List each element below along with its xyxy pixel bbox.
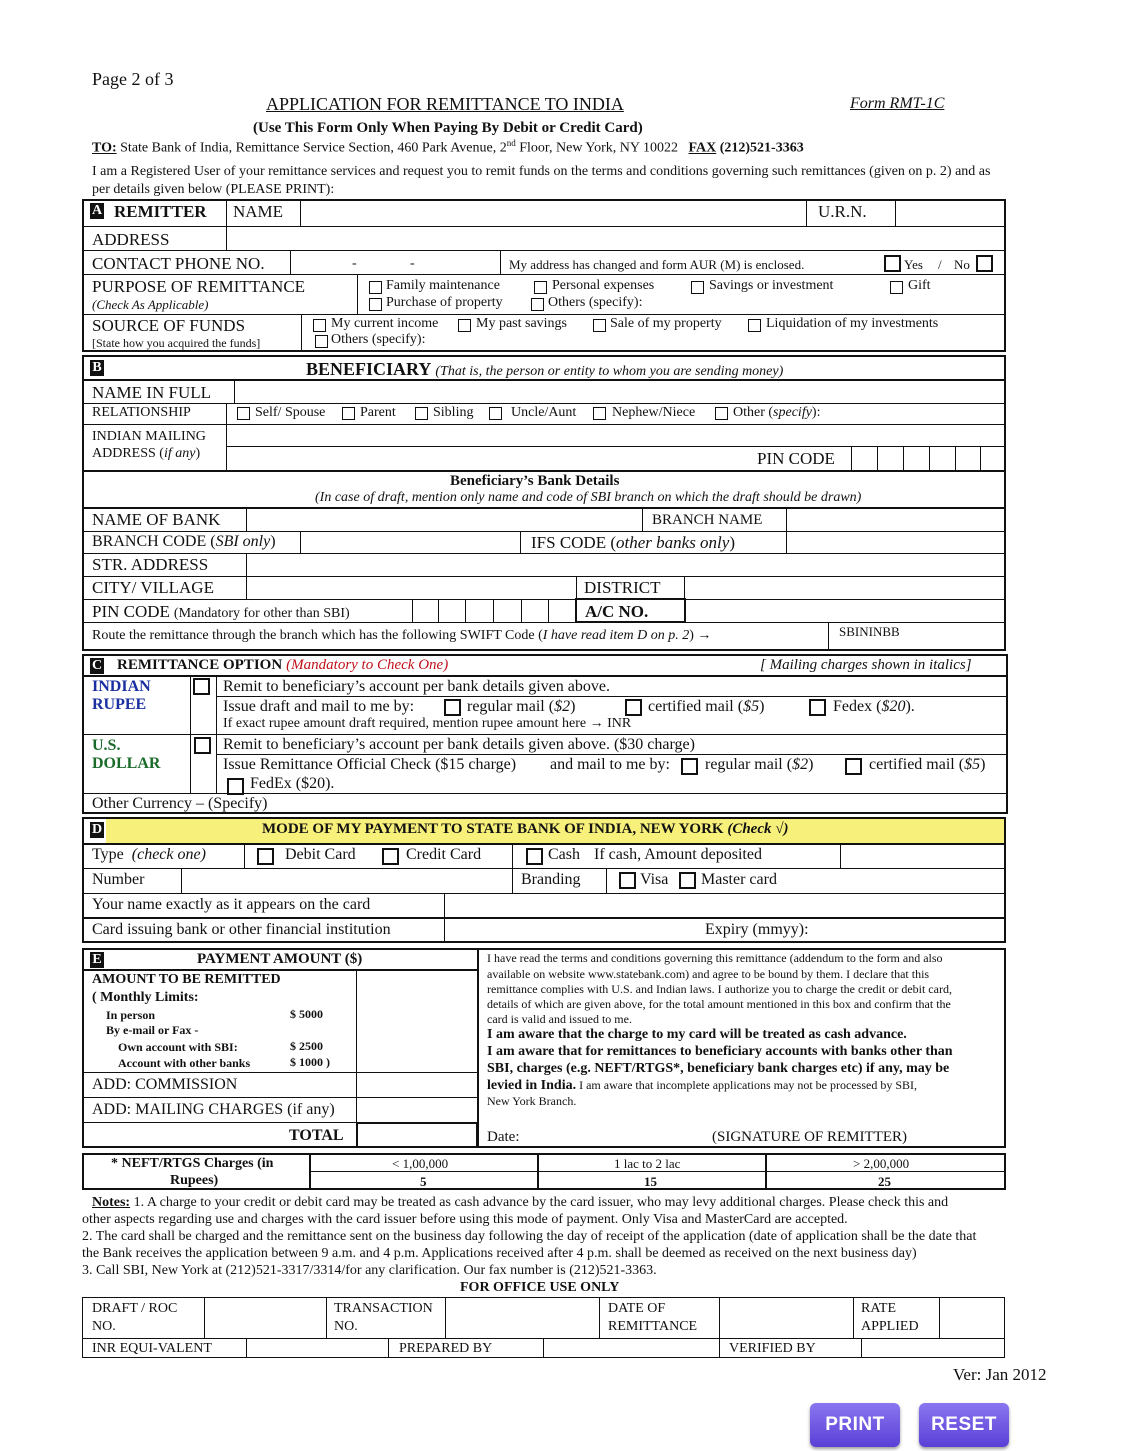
name-label: NAME [233, 202, 284, 221]
phone-field[interactable] [292, 252, 498, 273]
slash: / [938, 257, 942, 272]
usd-certified-mail-checkbox[interactable] [845, 758, 862, 775]
mailing-label-1: INDIAN MAILING [92, 429, 206, 444]
print-button[interactable]: PRINT [810, 1403, 900, 1447]
in-person-amount: $ 5000 [290, 1007, 323, 1021]
ifs-italic: other banks only [616, 533, 730, 552]
mailing-charges-field[interactable] [358, 1099, 475, 1121]
purpose-savings-label: Savings or investment [709, 278, 834, 293]
type-label [92, 847, 206, 863]
cash-amount-field[interactable] [842, 846, 1002, 867]
rel-self-label: Self/ Spouse [255, 405, 326, 420]
reg-close: ) [570, 698, 576, 715]
fedex: Fedex ( [833, 698, 882, 715]
to-label: TO: [92, 140, 117, 156]
rel-sibling-label: Sibling [433, 405, 474, 420]
purpose-gift-label: Gift [908, 278, 931, 293]
urn-label: U.R.N. [818, 202, 867, 221]
payment-mode-heading [262, 822, 788, 837]
trans-label-2: NO. [334, 1319, 358, 1334]
rel-close: ): [811, 405, 821, 420]
monthly-limits-label: ( Monthly Limits: [92, 990, 199, 1005]
beneficiary-pin-field[interactable] [852, 448, 1002, 470]
neft-range-3: > 2,00,000 [853, 1156, 910, 1171]
other-currency-field[interactable] [280, 795, 1000, 812]
signature-label: (SIGNATURE OF REMITTER) [712, 1129, 907, 1145]
rel-parent-checkbox[interactable] [342, 407, 355, 420]
date-remit-label-1: DATE OF [608, 1301, 666, 1316]
rate-label-2: APPLIED [861, 1319, 919, 1334]
pin-b-note: (Mandatory for other than SBI) [173, 606, 350, 621]
usd-reg: regular mail ( [705, 756, 793, 773]
branch-code-label [92, 534, 276, 550]
notes-line-1a [92, 1196, 948, 1210]
section-a-letter: A [91, 203, 103, 218]
source-savings-label: My past savings [476, 316, 567, 331]
cash-label: Cash [548, 846, 580, 863]
date-label: Date: [487, 1129, 520, 1145]
purpose-personal-checkbox[interactable] [534, 281, 547, 294]
swift-code: SBININBB [839, 624, 900, 639]
usd-remit-text: Remit to beneficiary’s account per bank details given above. ($30 charge) [223, 736, 695, 753]
branch-code-field[interactable] [302, 533, 518, 552]
rel-other-text: Other ( [733, 405, 774, 420]
total-label: TOTAL [289, 1127, 344, 1144]
page-number: Page 2 of 3 [92, 69, 174, 89]
mailing-charges-note: [ Mailing charges shown in italics] [760, 657, 972, 673]
commission-field[interactable] [358, 1074, 475, 1096]
neft-charge-1: 5 [420, 1174, 427, 1189]
usd-fedex-label: FedEx ($20). [250, 775, 335, 792]
neft-range-1: < 1,00,000 [392, 1156, 449, 1171]
cash-note: If cash, Amount deposited [594, 846, 762, 863]
notes-line-2b: the Bank receives the application between 9 a.m. and 4 p.m. Applications received after 4 p.m. shall be deemed as received on the next business day) [82, 1246, 917, 1261]
purpose-property-checkbox[interactable] [369, 298, 382, 311]
source-income-checkbox[interactable] [313, 319, 326, 332]
rel-other-checkbox[interactable] [715, 407, 728, 420]
cash-advance-notice: I am aware that the charge to my card will be treated as cash advance. [487, 1027, 907, 1042]
purpose-note: (Check As Applicable) [92, 297, 209, 312]
intro-line-2: per details given below (PLEASE PRINT): [92, 182, 335, 197]
source-sale-label: Sale of my property [610, 316, 722, 331]
pm-check: (Check √) [727, 821, 789, 837]
purpose-personal-label: Personal expenses [552, 278, 655, 293]
usd-issue-text: Issue Remittance Official Check ($15 charge) [223, 756, 517, 773]
to-address: State Bank of India, Remittance Service Section, 460 Park Avenue, 2 [120, 140, 507, 156]
aware-3a: levied in India. [487, 1078, 577, 1093]
version-label: Ver: Jan 2012 [953, 1365, 1047, 1384]
amount-remitted-field[interactable] [358, 971, 475, 1071]
prepared-by-label: PREPARED BY [399, 1341, 493, 1356]
terms-line-1: I have read the terms and conditions governing this remittance (addendum to the form and also [487, 951, 943, 965]
form-subtitle: (Use This Form Only When Paying By Debit or Credit Card) [253, 120, 643, 136]
branch-code-close: ) [270, 533, 276, 550]
other-bank-amount: $ 1000 ) [290, 1055, 330, 1069]
own-account-amount: $ 2500 [290, 1039, 323, 1053]
neft-charge-2: 15 [644, 1174, 657, 1189]
issuing-bank-label: Card issuing bank or other financial institution [92, 921, 391, 938]
usd-certified-mail-label [869, 757, 985, 773]
bank-details-title: Beneficiary’s Bank Details [450, 473, 620, 489]
aware-line-2: SBI, charges (e.g. NEFT/RTGS*, beneficiary bank charges etc) if any, may be [487, 1061, 950, 1076]
form-title: APPLICATION FOR REMITTANCE TO INDIA [266, 94, 624, 114]
usd-label-2: DOLLAR [92, 755, 161, 772]
purpose-savings-checkbox[interactable] [691, 281, 704, 294]
aware-3b: I am aware that incomplete applications may not be processed by SBI, [576, 1078, 917, 1092]
inr-label-2: RUPEE [92, 696, 147, 713]
source-others-checkbox[interactable] [315, 335, 328, 348]
source-liquidation-label: Liquidation of my investments [766, 316, 939, 331]
beneficiary-address-field-1[interactable] [228, 426, 1002, 446]
usd-cert: certified mail ( [869, 756, 965, 773]
rate-label-1: RATE [861, 1301, 896, 1316]
inr-exact-amount-text: If exact rupee amount draft required, mention rupee amount here → INR [223, 716, 632, 731]
usd-cert-fee: $5 [964, 756, 981, 773]
rem-title: REMITTANCE OPTION [117, 657, 283, 673]
usd-label-1: U.S. [92, 737, 121, 754]
office-use-title: FOR OFFICE USE ONLY [460, 1280, 620, 1295]
rel-other-label [733, 406, 820, 420]
address-label: ADDRESS [92, 230, 170, 249]
draft-label-1: DRAFT / ROC [92, 1301, 178, 1316]
section-c-letter: C [91, 658, 103, 673]
purpose-property-label: Purchase of property [386, 295, 503, 310]
cert-fee: $5 [743, 698, 760, 715]
type-text: Type [92, 846, 124, 863]
district-field[interactable] [686, 578, 1002, 598]
credit-card-label: Credit Card [406, 846, 482, 863]
aware-line-4: New York Branch. [487, 1094, 577, 1108]
usd-reg-close: ) [808, 756, 814, 773]
name-on-card-field[interactable] [446, 895, 1002, 916]
rem-mandatory: (Mandatory to Check One) [286, 657, 449, 673]
inr-regular-mail-checkbox[interactable] [444, 699, 461, 716]
source-liquidation-checkbox[interactable] [748, 319, 761, 332]
mailing-ifany: if any [163, 446, 196, 461]
remitter-name-field[interactable] [302, 202, 804, 224]
rel-uncle-checkbox[interactable] [489, 407, 502, 420]
source-sale-checkbox[interactable] [593, 319, 606, 332]
source-savings-checkbox[interactable] [458, 319, 471, 332]
inr-label-1: INDIAN [92, 678, 151, 695]
date-remit-label-2: REMITTANCE [608, 1319, 698, 1334]
pin-code-b-field[interactable] [413, 601, 573, 621]
neft-label-2: Rupees) [170, 1173, 219, 1188]
no-label: No [954, 257, 970, 272]
ifs-close: ) [729, 533, 736, 552]
rel-uncle-label: Uncle/Aunt [511, 405, 577, 420]
branch-code-text: BRANCH CODE ( [92, 533, 216, 550]
notes-1a: 1. A charge to your credit or debit card may be treated as cash advance by the card issuer, who may levy additional charges. Please check this and [133, 1195, 949, 1210]
fax-label: FAX [688, 140, 717, 156]
intro-line-1: I am a Registered User of your remittance services and request you to remit funds on the terms and conditions governing such remittances (given on p. 2) and as [92, 164, 991, 179]
address-changed-yes-checkbox[interactable] [884, 255, 901, 272]
inr-fedex-label [833, 699, 915, 715]
other-currency-label: Other Currency – (Specify) [92, 795, 268, 812]
pin-code-b-label [92, 603, 350, 621]
inr-issue-text: Issue draft and mail to me by: [223, 698, 415, 715]
reg-mail: regular mail ( [467, 698, 555, 715]
in-person-label: In person [106, 1008, 156, 1022]
usd-cert-close: ) [980, 756, 986, 773]
mastercard-checkbox[interactable] [679, 872, 696, 889]
swift-instruction [92, 629, 711, 643]
rel-parent-label: Parent [360, 405, 396, 420]
yes-label: Yes [904, 257, 923, 272]
swift-text: Route the remittance through the branch which has the following SWIFT Code ( [92, 628, 543, 643]
form-id: Form RMT-1C [850, 95, 945, 112]
str-address-label: STR. ADDRESS [92, 555, 209, 574]
neft-charge-3: 25 [878, 1174, 891, 1189]
branch-name-label: BRANCH NAME [652, 512, 763, 528]
rel-sibling-checkbox[interactable] [415, 407, 428, 420]
section-e-letter: E [90, 952, 104, 968]
purpose-family-checkbox[interactable] [369, 281, 382, 294]
usd-mail-text: and mail to me by: [550, 756, 670, 773]
remittance-option-heading [117, 657, 448, 673]
fedex-close: ). [905, 698, 915, 715]
purpose-label: PURPOSE OF REMITTANCE [92, 277, 306, 296]
phone-dash-1: - [352, 256, 357, 271]
neft-range-2: 1 lac to 2 lac [614, 1156, 681, 1171]
usd-regular-mail-checkbox[interactable] [681, 758, 698, 775]
purpose-family-label: Family maintenance [386, 278, 500, 293]
other-bank-label: Account with other banks [118, 1056, 251, 1070]
mailing-2: ADDRESS ( [92, 446, 164, 461]
phone-dash-2: - [410, 256, 415, 271]
beneficiary-title-note: (That is, the person or entity to whom you are sending money) [435, 364, 784, 379]
own-account-label: Own account with SBI: [118, 1040, 238, 1054]
draft-label-2: NO. [92, 1319, 116, 1334]
terms-line-2: available on website www.statebank.com) and agree to be bound by them. I declare that this [487, 967, 930, 981]
to-address-b: Floor, New York, NY 10022 [515, 140, 678, 156]
terms-line-5: card is valid and issued to me. [487, 1012, 632, 1026]
section-b-letter: B [90, 360, 104, 376]
debit-card-label: Debit Card [285, 846, 356, 863]
name-in-full-label: NAME IN FULL [92, 383, 211, 402]
remitter-address-field[interactable] [228, 228, 1002, 249]
cash-checkbox[interactable] [526, 848, 543, 865]
amount-remitted-label: AMOUNT TO BE REMITTED [92, 972, 281, 987]
date-field[interactable] [525, 1124, 705, 1144]
ifs-code-label [531, 534, 735, 551]
city-field[interactable] [248, 578, 574, 598]
expiry-field[interactable] [815, 920, 1000, 940]
cert-close: ) [759, 698, 765, 715]
mailing-close: ) [195, 446, 201, 461]
section-d-letter: D [91, 822, 103, 837]
terms-line-4: details of which are given above, for the total amount mentioned in this box and confirm that the [487, 997, 951, 1011]
debit-card-checkbox[interactable] [257, 848, 274, 865]
city-label: CITY/ VILLAGE [92, 578, 214, 597]
rel-nephew-label: Nephew/Niece [612, 405, 696, 420]
branch-code-italic: SBI only [215, 533, 271, 550]
pm-title: MODE OF MY PAYMENT TO STATE BANK OF INDIA, NEW YORK [262, 821, 724, 837]
swift-italic: I have read item D on p. 2 [542, 628, 690, 643]
addressee [92, 139, 804, 156]
inr-fedex-checkbox[interactable] [809, 699, 826, 716]
pin-b-text: PIN CODE [92, 602, 170, 621]
rel-self-checkbox[interactable] [237, 407, 250, 420]
branding-label: Branding [521, 871, 581, 888]
beneficiary-heading [306, 360, 783, 379]
cert-mail: certified mail ( [648, 698, 744, 715]
inr-certified-mail-checkbox[interactable] [625, 699, 642, 716]
ifs-code-field[interactable] [788, 533, 1002, 552]
email-fax-label: By e-mail or Fax - [106, 1023, 199, 1037]
to-sup: nd [506, 138, 516, 148]
reset-button[interactable]: RESET [919, 1403, 1009, 1447]
inr-amount-field[interactable] [660, 716, 1000, 732]
notes-line-2a: 2. The card shall be charged and the remittance sent on the business day following the day of receipt of the application (date of application shall be the date that [82, 1229, 977, 1244]
fedex-fee: $20 [881, 698, 906, 715]
usd-option-checkbox[interactable] [194, 737, 211, 754]
notes-line-3: 3. Call SBI, New York at (212)521-3317/3314/for any clarification. Our fax number is (212)521-3363. [82, 1263, 657, 1278]
reg-fee: $2 [554, 698, 571, 715]
inr-equivalent-label: INR EQUI-VALENT [92, 1341, 212, 1356]
total-field[interactable] [356, 1122, 478, 1148]
usd-regular-mail-label [705, 757, 813, 773]
str-address-field[interactable] [248, 555, 1002, 575]
urn-field[interactable] [897, 202, 1003, 224]
inr-option-checkbox[interactable] [193, 678, 210, 695]
usd-reg-fee: $2 [792, 756, 809, 773]
name-on-card-label: Your name exactly as it appears on the card [92, 896, 371, 913]
purpose-others-checkbox[interactable] [531, 298, 544, 311]
pin-code-label: PIN CODE [757, 449, 835, 468]
beneficiary-title: BENEFICIARY [306, 359, 432, 379]
terms-line-3: remittance complies with U.S. and Indian laws. I authorize you to charge the credit or debit card, [487, 982, 952, 996]
purpose-gift-checkbox[interactable] [890, 281, 903, 294]
notes-line-1b: other aspects regarding use and charges with the card issuer before using this mode of payment. Only Visa and MasterCard are accepted. [82, 1212, 848, 1227]
card-number-field[interactable] [183, 870, 510, 892]
aware-line-3 [487, 1079, 917, 1093]
purpose-others-label: Others (specify): [548, 295, 643, 310]
inr-certified-mail-label [648, 699, 764, 715]
address-changed-text: My address has changed and form AUR (M) is enclosed. [509, 257, 805, 272]
neft-label-1: * NEFT/RTGS Charges (in [111, 1156, 274, 1171]
branch-name-field[interactable] [788, 510, 1002, 530]
bank-name-label: NAME OF BANK [92, 510, 221, 529]
visa-label: Visa [640, 871, 669, 888]
district-label: DISTRICT [584, 578, 661, 597]
bank-name-field[interactable] [248, 510, 640, 530]
expiry-label: Expiry (mmyy): [705, 921, 809, 938]
mailing-label-2 [92, 447, 200, 461]
beneficiary-address-field-2[interactable] [228, 448, 748, 469]
ac-no-field[interactable] [688, 601, 1002, 621]
address-changed-no-checkbox[interactable] [976, 255, 993, 272]
swift-close: ) → [689, 628, 712, 643]
source-income-label: My current income [331, 316, 439, 331]
ac-no-label: A/C NO. [585, 602, 649, 621]
remitter-heading: REMITTER [114, 202, 207, 221]
credit-card-checkbox[interactable] [382, 848, 399, 865]
source-label: SOURCE OF FUNDS [92, 316, 246, 335]
source-others-label: Others (specify): [331, 332, 426, 347]
commission-label: ADD: COMMISSION [92, 1076, 238, 1093]
type-note: (check one) [131, 846, 206, 863]
trans-label-1: TRANSACTION [334, 1301, 433, 1316]
verified-by-label: VERIFIED BY [729, 1341, 816, 1356]
inr-regular-mail-label [467, 699, 575, 715]
number-label: Number [92, 871, 145, 888]
issuing-bank-field[interactable] [446, 920, 696, 940]
inr-remit-text: Remit to beneficiary’s account per bank details given above. [223, 678, 610, 695]
bank-details-note: (In case of draft, mention only name and code of SBI branch on which the draft should be drawn) [315, 490, 862, 505]
notes-label: Notes: [92, 1195, 131, 1210]
aware-line-1: I am aware that for remittances to beneficiary accounts with banks other than [487, 1044, 953, 1059]
mastercard-label: Master card [701, 871, 777, 888]
phone-label: CONTACT PHONE NO. [92, 254, 265, 273]
relationship-label: RELATIONSHIP [92, 405, 191, 420]
ifs-text: IFS CODE ( [531, 533, 617, 552]
visa-checkbox[interactable] [619, 872, 636, 889]
rel-specify: specify [773, 405, 812, 420]
beneficiary-name-field[interactable] [236, 382, 1002, 402]
fax-number: (212)521-3363 [719, 140, 804, 156]
source-note: [State how you acquired the funds] [92, 336, 261, 350]
mailing-charges-label: ADD: MAILING CHARGES (if any) [92, 1101, 335, 1118]
payment-amount-heading: PAYMENT AMOUNT ($) [197, 951, 363, 967]
rel-nephew-checkbox[interactable] [593, 407, 606, 420]
